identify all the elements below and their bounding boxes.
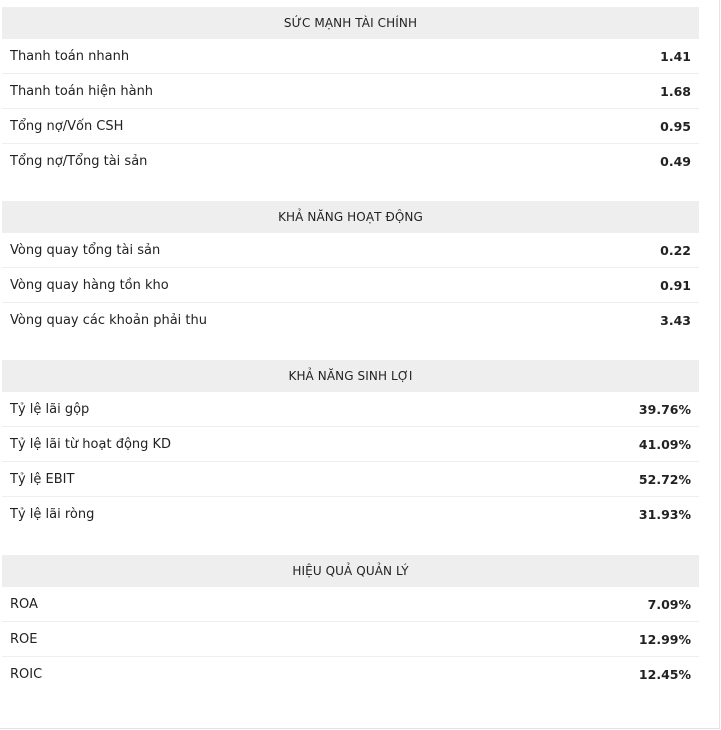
- table-row: [2, 462, 699, 497]
- row-value: 0.95: [660, 118, 691, 134]
- section-profitability: [2, 360, 699, 532]
- row-value: 0.49: [660, 154, 691, 169]
- row-label: ROA: [10, 596, 38, 612]
- row-label: Tổng nợ/Vốn CSH: [10, 118, 124, 134]
- row-value: 31.93%: [638, 507, 691, 522]
- row-value: 3.43: [660, 313, 691, 328]
- row-label: Thanh toán hiện hành: [10, 83, 154, 99]
- table-row: [2, 233, 699, 268]
- table-row: [2, 427, 699, 462]
- row-value: 7.09%: [647, 596, 691, 612]
- table-row: [2, 39, 699, 74]
- table-row: [2, 497, 699, 532]
- table-row: [2, 587, 699, 622]
- row-label: Vòng quay tổng tài sản: [10, 242, 161, 258]
- table-row: [2, 268, 699, 303]
- row-value: 52.72%: [638, 471, 691, 487]
- row-value: 1.68: [660, 83, 691, 99]
- table-row: [2, 74, 699, 109]
- row-label: ROIC: [10, 667, 43, 682]
- row-label: Vòng quay các khoản phải thu: [10, 313, 207, 328]
- row-label: Tỷ lệ lãi gộp: [10, 401, 90, 417]
- section-financial-strength: [2, 7, 699, 179]
- section-header: HIỆU QUẢ QUẢN LÝ: [2, 555, 699, 587]
- row-value: 1.41: [660, 48, 691, 64]
- row-label: Thanh toán nhanh: [10, 48, 130, 64]
- section-operating-capacity: [2, 201, 699, 338]
- section-management-efficiency: [2, 555, 699, 692]
- row-label: ROE: [10, 631, 38, 647]
- row-value: 39.76%: [638, 401, 691, 417]
- section-header: SỨC MẠNH TÀI CHÍNH: [2, 7, 699, 39]
- row-label: Tỷ lệ lãi ròng: [10, 507, 95, 522]
- row-value: 0.22: [660, 242, 691, 258]
- section-header: KHẢ NĂNG HOẠT ĐỘNG: [2, 201, 699, 233]
- table-row: [2, 622, 699, 657]
- section-header: KHẢ NĂNG SINH LỢI: [2, 360, 699, 392]
- row-value: 41.09%: [638, 436, 691, 452]
- row-label: Tỷ lệ lãi từ hoạt động KD: [10, 436, 172, 452]
- row-value: 0.91: [660, 277, 691, 293]
- row-value: 12.45%: [638, 667, 691, 682]
- table-row: [2, 144, 699, 179]
- row-value: 12.99%: [638, 631, 691, 647]
- table-row: [2, 109, 699, 144]
- table-row: [2, 657, 699, 692]
- row-label: Tỷ lệ EBIT: [10, 471, 75, 487]
- row-label: Vòng quay hàng tồn kho: [10, 277, 169, 293]
- row-label: Tổng nợ/Tổng tài sản: [10, 154, 148, 169]
- table-row: [2, 303, 699, 338]
- table-row: [2, 392, 699, 427]
